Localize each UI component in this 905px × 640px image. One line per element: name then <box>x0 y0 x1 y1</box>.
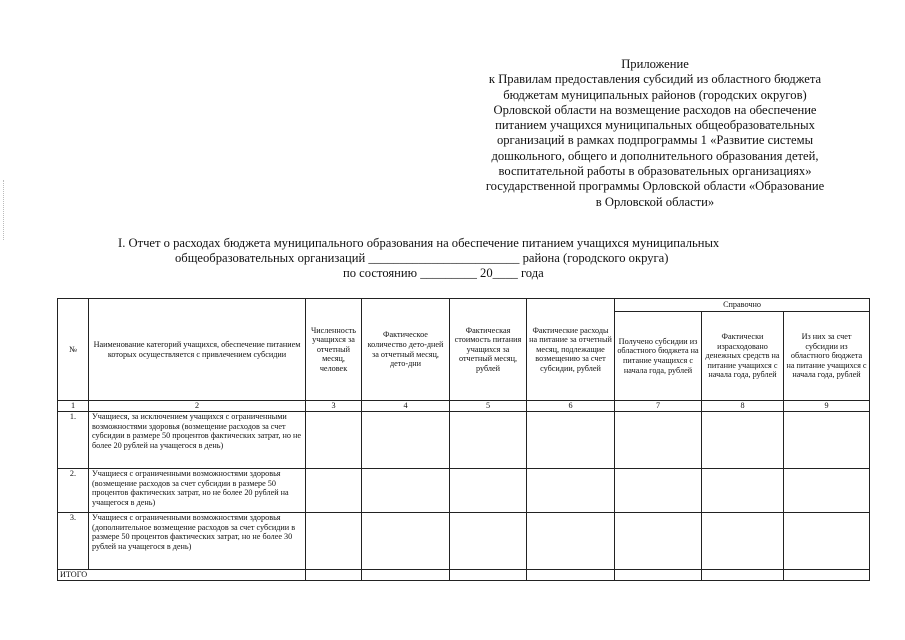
row-number: 2. <box>58 469 89 513</box>
appendix-line: бюджетам муниципальных районов (городских округов) <box>503 87 807 102</box>
header-category-name: Наименование категорий учащихся, обеспечение питанием которых осуществляется с привлечением субсидии <box>89 299 306 401</box>
header-subsidy-received: Получено субсидии из областного бюджета на питание учащихся с начала года, рублей <box>615 312 702 401</box>
report-title-line-3: по состоянию _________ 20____ года <box>343 266 544 280</box>
empty-cell <box>362 570 450 581</box>
report-title-line-2: общеобразовательных организаций ________________________ района (городского округа) <box>175 251 669 265</box>
empty-cell <box>362 412 450 469</box>
empty-cell <box>702 570 784 581</box>
header-student-count: Численность учащихся за отчетный месяц, человек <box>306 299 362 401</box>
header-of-which-subsidy: Из них за счет субсидии из областного бюджета на питание учащихся с начала года, рублей <box>784 312 870 401</box>
empty-cell <box>784 570 870 581</box>
appendix-line: государственной программы Орловской области «Образование <box>485 179 825 194</box>
header-child-days: Фактическое количество дето-дней за отчетный месяц, дето-дни <box>362 299 450 401</box>
empty-cell <box>306 469 362 513</box>
column-number: 5 <box>450 401 527 412</box>
empty-cell <box>450 570 527 581</box>
empty-cell <box>784 469 870 513</box>
header-no: № <box>58 299 89 401</box>
total-label: ИТОГО <box>58 570 306 581</box>
header-funds-spent: Фактически израсходовано денежных средств на питание учащихся с начала года, рублей <box>702 312 784 401</box>
appendix-line: организаций в рамках подпрограммы 1 «Развитие системы <box>496 133 814 148</box>
column-number: 7 <box>615 401 702 412</box>
total-row <box>58 570 870 581</box>
row-number: 3. <box>58 513 89 570</box>
column-number: 4 <box>362 401 450 412</box>
column-number: 3 <box>306 401 362 412</box>
empty-cell <box>306 513 362 570</box>
column-number: 6 <box>527 401 615 412</box>
header-actual-cost: Фактическая стоимость питания учащихся за отчетный месяц, рублей <box>450 299 527 401</box>
empty-cell <box>306 412 362 469</box>
appendix-line: к Правилам предоставления субсидий из областного бюджета <box>488 72 822 87</box>
column-number: 1 <box>58 401 89 412</box>
empty-cell <box>784 412 870 469</box>
table-row <box>58 469 870 513</box>
row-number: 1. <box>58 412 89 469</box>
appendix-line: дошкольного, общего и дополнительного образования детей, <box>491 148 819 163</box>
appendix-line: Приложение <box>621 57 689 71</box>
header-actual-expenses: Фактические расходы на питание за отчетный месяц, подлежащие возмещению за счет субсидии, рублей <box>527 299 615 401</box>
appendix-line: питанием учащихся муниципальных общеобразовательных <box>495 118 815 133</box>
empty-cell <box>702 469 784 513</box>
empty-cell <box>306 570 362 581</box>
appendix-line: воспитательной работы в образовательных организациях» <box>498 164 812 179</box>
report-title-line-1: I. Отчет о расходах бюджета муниципального образования на обеспечение питанием учащихся муниципальных <box>118 236 720 250</box>
row-category-label: Учащиеся с ограниченными возможностями здоровья (возмещение расходов за счет субсидии в размере 50 процентов фактических затрат, но не более 20 рублей на учащегося в день) <box>89 469 306 513</box>
empty-cell <box>615 469 702 513</box>
appendix-line: в Орловской области» <box>595 194 715 209</box>
column-number-row <box>58 401 870 412</box>
empty-cell <box>527 513 615 570</box>
header-reference: Справочно <box>615 299 870 312</box>
table-row <box>58 412 870 469</box>
empty-cell <box>702 412 784 469</box>
report-table <box>57 298 870 581</box>
column-number: 8 <box>702 401 784 412</box>
row-category-label: Учащиеся с ограниченными возможностями здоровья (дополнительное возмещение расходов за счет субсидии в размере 50 процентов фактических затрат, но не более 30 рублей на учащегося в день) <box>89 513 306 570</box>
empty-cell <box>450 513 527 570</box>
appendix-header <box>440 57 870 210</box>
column-number: 2 <box>89 401 306 412</box>
empty-cell <box>450 469 527 513</box>
table-row <box>58 513 870 570</box>
empty-cell <box>362 469 450 513</box>
empty-cell <box>615 412 702 469</box>
empty-cell <box>615 513 702 570</box>
empty-cell <box>702 513 784 570</box>
empty-cell <box>784 513 870 570</box>
row-category-label: Учащиеся, за исключением учащихся с ограниченными возможностями здоровья (возмещение расходов за счет субсидии в размере 50 процентов фактических затрат, но не более 20 рублей на учащегося в день) <box>89 412 306 469</box>
empty-cell <box>362 513 450 570</box>
empty-cell <box>527 469 615 513</box>
empty-cell <box>450 412 527 469</box>
column-number: 9 <box>784 401 870 412</box>
empty-cell <box>615 570 702 581</box>
empty-cell <box>527 412 615 469</box>
empty-cell <box>527 570 615 581</box>
appendix-line: Орловской области на возмещение расходов на обеспечение <box>493 102 817 117</box>
scan-edge-marks <box>3 180 6 240</box>
